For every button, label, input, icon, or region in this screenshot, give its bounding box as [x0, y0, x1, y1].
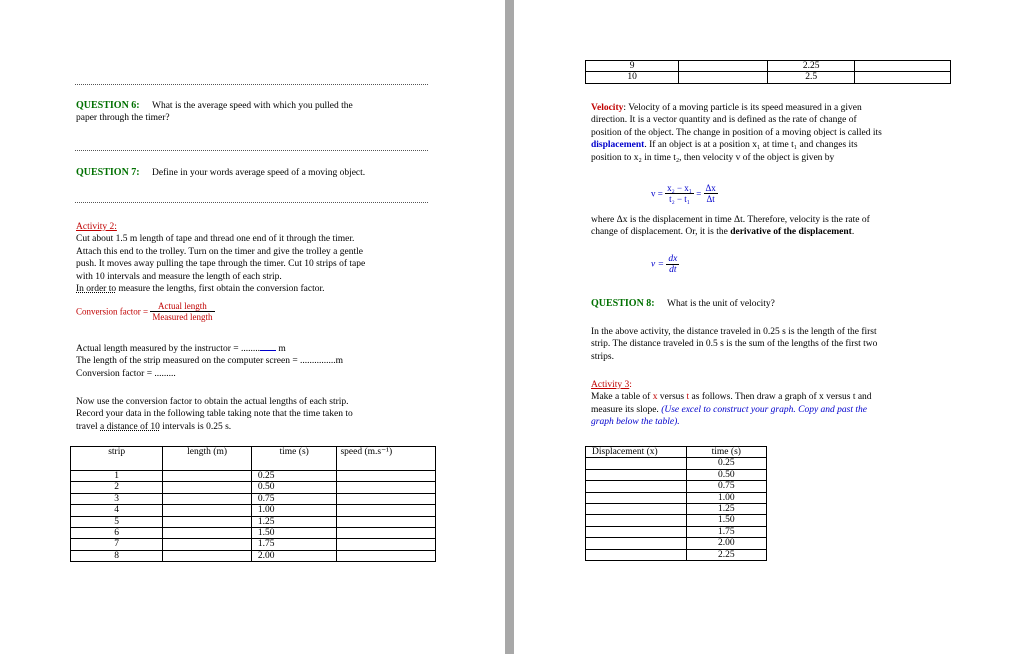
cell-speed[interactable]	[854, 61, 950, 72]
cf-label: Conversion factor =	[76, 306, 151, 317]
activity-3-title: Activity 3	[591, 380, 630, 390]
measured-unit: m	[275, 344, 286, 354]
header-time: time (s)	[686, 447, 766, 458]
cell-speed[interactable]	[337, 528, 436, 539]
cf-fraction	[150, 301, 214, 322]
table-row	[586, 526, 767, 537]
cell-time: 1.00	[686, 492, 766, 503]
cell-strip: 6	[71, 528, 163, 539]
cell-displacement[interactable]	[586, 481, 687, 492]
cell-time: 1.75	[251, 539, 337, 550]
velocity-paragraph	[591, 102, 953, 164]
cell-time: 0.50	[251, 482, 337, 493]
eq1-numerator: x₂ − x₁	[667, 183, 692, 193]
activity-2-line: with 10 intervals and measure the length of each strip.	[76, 271, 282, 282]
cell-time: 2.00	[686, 538, 766, 549]
eq2-numerator: dx	[668, 254, 678, 264]
table-row	[71, 482, 436, 493]
instruction-line: Now use the conversion factor to obtain the actual lengths of each strip.	[76, 397, 349, 407]
cell-time: 1.25	[251, 516, 337, 527]
header-displacement: Displacement (x)	[586, 447, 687, 458]
make-t: t	[686, 392, 690, 403]
cell-speed[interactable]	[337, 516, 436, 527]
cell-strip: 10	[586, 72, 679, 83]
in-order-link[interactable]: In order to	[76, 284, 117, 295]
table-header-row	[71, 447, 436, 471]
cell-length[interactable]	[163, 550, 252, 561]
cf-numerator: Actual length	[150, 301, 214, 312]
make-mid: versus	[657, 392, 687, 403]
cell-length[interactable]	[163, 493, 252, 504]
cell-strip: 9	[586, 61, 679, 72]
eq1-numerator-2: Δx	[705, 183, 716, 193]
table-row	[586, 481, 767, 492]
header-time: time (s)	[251, 447, 337, 471]
answer-line	[75, 84, 428, 85]
cell-speed[interactable]	[337, 550, 436, 561]
cell-time: 1.00	[251, 505, 337, 516]
above-activity-paragraph	[591, 326, 953, 363]
cell-strip: 2	[71, 482, 163, 493]
displacement-rest: . If an object is at a position x₁ at time t₁ and changes its	[644, 140, 858, 151]
velocity-equation-2	[651, 254, 679, 275]
table-row	[71, 539, 436, 550]
cell-displacement[interactable]	[586, 469, 687, 480]
cell-length[interactable]	[163, 516, 252, 527]
cell-speed[interactable]	[854, 72, 950, 83]
eq1-fraction	[665, 183, 694, 204]
activity-3-colon: :	[629, 380, 632, 390]
activity-3-block	[591, 379, 961, 429]
cell-time: 0.50	[686, 469, 766, 480]
question-6-text-2: paper through the timer?	[76, 113, 170, 124]
cell-time: 2.25	[686, 549, 766, 560]
cell-time: 1.25	[686, 504, 766, 515]
strip-line: The length of the strip measured on the computer screen = ...............m	[76, 356, 344, 367]
header-speed: speed (m.s⁻¹)	[337, 447, 436, 471]
cell-time: 2.25	[768, 61, 854, 72]
travel-link[interactable]: a distance of 10	[100, 421, 160, 432]
table-row	[586, 458, 767, 469]
document-page-left	[0, 0, 505, 654]
cell-time: 2.00	[251, 550, 337, 561]
conversion-factor-formula	[76, 301, 215, 322]
velocity-line: direction. It is a vector quantity and is defined as the rate of change of	[591, 115, 857, 126]
question-7-text: Define in your words average speed of a moving object.	[152, 168, 366, 178]
table-row	[586, 504, 767, 515]
cell-speed[interactable]	[337, 539, 436, 550]
eq1-equals: =	[696, 188, 704, 199]
displacement-time-table	[585, 446, 767, 561]
above-line: In the above activity, the distance traveled in 0.25 s is the length of the first	[591, 327, 877, 337]
make-post: as follows. Then draw a graph of x versus t and	[689, 392, 872, 403]
where-line-2-post: .	[851, 227, 855, 238]
eq2-denominator: dt	[669, 265, 677, 275]
table-row	[586, 72, 951, 83]
activity-2-block	[76, 221, 446, 295]
cell-length[interactable]	[163, 471, 252, 482]
answer-line	[75, 150, 428, 151]
question-6	[76, 100, 436, 125]
make-x: x	[652, 392, 658, 403]
eq2-fraction	[666, 254, 679, 275]
table-row	[71, 550, 436, 561]
where-line-2-pre: change of displacement. Or, it is the	[591, 227, 731, 238]
table-row	[586, 492, 767, 503]
activity-2-line: Cut about 1.5 m length of tape and thread one end of it through the timer.	[76, 234, 355, 245]
table-row	[71, 505, 436, 516]
question-8	[591, 298, 953, 310]
question-8-text: What is the unit of velocity?	[667, 299, 775, 309]
cell-time: 0.75	[686, 481, 766, 492]
cell-speed[interactable]	[337, 482, 436, 493]
in-order-text: measure the lengths, first obtain the conversion factor.	[116, 284, 325, 295]
above-line: strips.	[591, 351, 614, 362]
above-line: strip. The distance traveled in 0.5 s is the sum of the lengths of the first two	[591, 339, 878, 350]
measure-pre: measure its slope.	[591, 404, 662, 415]
measurement-block	[76, 343, 456, 380]
cell-length[interactable]	[163, 505, 252, 516]
eq1-denominator: t₂ − t₁	[669, 194, 690, 204]
question-6-text: What is the average speed with which you pulled the	[152, 101, 353, 111]
table-row	[586, 61, 951, 72]
cell-speed[interactable]	[337, 505, 436, 516]
cell-time: 1.50	[251, 528, 337, 539]
cell-displacement[interactable]	[586, 504, 687, 515]
activity-2-line: Attach this end to the trolley. Turn on the timer and give the trolley a gentle	[76, 246, 363, 257]
derivative-term: derivative of the displacement	[730, 227, 852, 238]
cell-length[interactable]	[163, 539, 252, 550]
table-row	[586, 469, 767, 480]
activity-2-line: push. It moves away pulling the tape through the timer. Cut 10 strips of tape	[76, 259, 366, 270]
eq1-v: v =	[651, 188, 666, 199]
cell-length[interactable]	[163, 528, 252, 539]
velocity-line: : Velocity of a moving particle is its speed measured in a given	[623, 103, 862, 113]
position-line: position to x₂ in time t₂, then velocity v of the object is given by	[591, 152, 835, 163]
cell-time: 0.25	[251, 471, 337, 482]
cell-speed[interactable]	[337, 493, 436, 504]
cell-displacement[interactable]	[586, 526, 687, 537]
cell-time: 0.25	[686, 458, 766, 469]
strip-data-table	[70, 446, 436, 562]
activity-2-title: Activity 2:	[76, 222, 117, 232]
cell-strip: 3	[71, 493, 163, 504]
table-row	[586, 538, 767, 549]
question-8-label: QUESTION 8:	[591, 298, 655, 309]
where-line: where Δx is the displacement in time Δt. Therefore, velocity is the rate of	[591, 215, 870, 225]
where-paragraph	[591, 214, 953, 239]
question-7	[76, 167, 436, 179]
cell-displacement[interactable]	[586, 549, 687, 560]
cell-time: 1.75	[686, 526, 766, 537]
header-length: length (m)	[163, 447, 252, 471]
table-row	[71, 516, 436, 527]
eq1-fraction-2	[704, 183, 718, 204]
travel-pre: travel	[76, 421, 101, 432]
table-row	[71, 471, 436, 482]
cell-time: 0.75	[251, 493, 337, 504]
eq2-v: v =	[651, 259, 667, 270]
instruction-line: Record your data in the following table taking note that the time taken to	[76, 409, 353, 420]
eq1-denominator-2: Δt	[706, 194, 715, 204]
velocity-term: Velocity	[591, 103, 624, 113]
displacement-term: displacement	[591, 140, 645, 151]
cell-time: 1.50	[686, 515, 766, 526]
cell-speed[interactable]	[337, 471, 436, 482]
cell-strip: 4	[71, 505, 163, 516]
measured-line: Actual length measured by the instructor = ........	[76, 344, 260, 354]
velocity-line: position of the object. The change in position of a moving object is called its	[591, 127, 882, 138]
measure-italic: (Use excel to construct your graph. Copy and past the	[661, 404, 867, 415]
table-row	[586, 549, 767, 560]
velocity-equation-1	[651, 183, 718, 204]
cell-strip: 7	[71, 539, 163, 550]
table-row	[71, 528, 436, 539]
graph-italic: graph below the table).	[591, 417, 680, 428]
strip-data-table-continued	[585, 60, 951, 84]
question-7-label: QUESTION 7:	[76, 167, 140, 178]
question-6-label: QUESTION 6:	[76, 100, 140, 111]
cell-strip: 8	[71, 550, 163, 561]
table-row	[586, 515, 767, 526]
cell-displacement[interactable]	[586, 515, 687, 526]
cell-strip: 5	[71, 516, 163, 527]
cell-length[interactable]	[679, 72, 768, 83]
conversion-factor-line: Conversion factor = .........	[76, 368, 176, 379]
cell-strip: 1	[71, 471, 163, 482]
document-page-right	[514, 0, 1024, 654]
cell-time: 2.5	[768, 72, 854, 83]
cell-displacement[interactable]	[586, 492, 687, 503]
header-strip: strip	[71, 447, 163, 471]
instructions-block	[76, 396, 456, 433]
travel-post: intervals is 0.25 s.	[159, 421, 232, 432]
cell-displacement[interactable]	[586, 538, 687, 549]
make-pre: Make a table of	[591, 392, 653, 403]
answer-line	[75, 202, 428, 203]
table-row	[71, 493, 436, 504]
cf-denominator: Measured length	[152, 312, 213, 322]
cell-length[interactable]	[163, 482, 252, 493]
cell-length[interactable]	[679, 61, 768, 72]
cell-displacement[interactable]	[586, 458, 687, 469]
table-header-row	[586, 447, 767, 458]
